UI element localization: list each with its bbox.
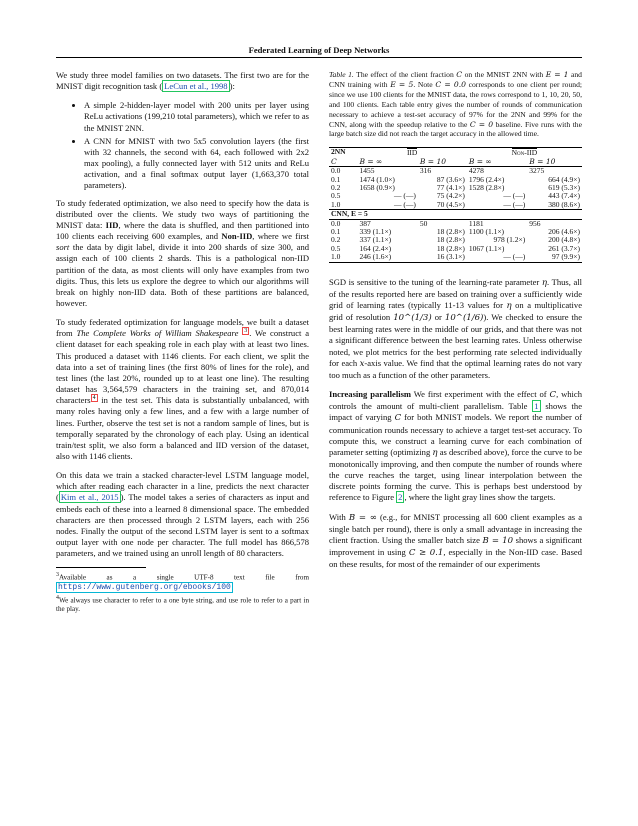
table-row: 0.5 164 (2.4×) 18 (2.8×) 1067 (1.1×) 261 (3.7×) [331, 243, 580, 253]
batch-paragraph: With B = ∞ (e.g., for MNIST processing all 600 client examples as a single batch per round), there is only a small advantage in increasing the client fraction. Using the smaller batch size B = 10 shows a significant improvement in using C ≥ 0.1, especially in the Non-IID case. Based on these results, for most of the remainder of our experiments [329, 511, 582, 570]
table-row: 0.1 339 (1.1×) 18 (2.8×) 1100 (1.1×) 206 (4.6×) [331, 227, 580, 236]
footnote-ref-3[interactable]: 3 [244, 328, 248, 335]
partition-paragraph: To study federated optimization, we also need to specify how the data is distributed over the clients. We study two ways of partitioning the MNIST data: IID, where the data is shuffled, and then partitioned into 100 clients each receiving 600 examples, and Non-IID, where we first sort the data by digit label, divide it into 200 shards of size 300, and assign each of 100 clients 2 shards. This is a pathological non-IID partition of the data, as most clients will only have examples from two digits. Thus, this lets us explore the degree to which our algorithms will break on highly non-IID data. Both of these partitions are balanced, however. [56, 197, 309, 308]
parallelism-paragraph: Increasing parallelism We first experiment with the effect of C, which controls the amount of multi-client parallelism. Table 1 shows the impact of varying C for both MNIST models. We report the number of communication rounds necessary to achieve a target test-set accuracy. To compute this, we construct a learning curve for each combination of parameter setting (optimizing η as described above), force the curve to be monotonically improving, and then compute the number of rounds where the curve reaches the target, using linear interpolation between the discrete points forming the curve. This is perhaps best understood by reference to Figure 2 , where the light gray lines show the targets. [329, 389, 582, 503]
table-col-row: C B = ∞ B = 10 B = ∞ B = 10 [331, 156, 556, 166]
list-item: • A CNN for MNIST with two 5x5 convolution layers (the first with 32 channels, the second with 64, each followed with 2x2 max pooling), a fully connected layer with 512 units and ReLu activation, and a final softmax output layer (1,663,370 total parameters). [84, 136, 309, 192]
citation-kim[interactable]: Kim et al., 2015 [60, 492, 119, 503]
citation-lecun[interactable]: LeCun et al., 1998 [164, 81, 228, 92]
iid-header: IID [357, 148, 466, 158]
table-ref[interactable]: 1 [534, 401, 539, 412]
gutenberg-link[interactable]: https://www.gutenberg.org/ebooks/100 [58, 582, 231, 592]
sort-term: sort [56, 242, 70, 253]
intro-paragraph [56, 70, 309, 92]
text: We study three model families on two datasets. The first two are for the MNIST digit recognition task ( [56, 70, 309, 92]
footnote-4: $^4$We always use character to refer to a one byte string, and use role to refer to a part in the play. [56, 594, 309, 614]
table-row: 0.2 1658 (0.9×) 77 (4.1×) 1528 (2.8×) 619 (5.3×) [331, 182, 580, 192]
model-list [56, 100, 309, 191]
table-caption: Table 1. The effect of the client fraction C on the MNIST 2NN with E = 1 and CNN training with E = 5. Note C = 0.0 corresponds to one client per round; since we use 100 clients for the MNIST data, the rows correspond to 1, 10, 20, 50, and 100 clients. Each table entry gives the number of rounds of communication necessary to achieve a test-set accuracy of 97% for the 2NN and 99% for the CNN, along with the speedup relative to the C = 0 baseline. Five runs with the large batch size did not reach the target accuracy in the allowed time. [329, 70, 582, 139]
noniid-header: Non-IID [467, 148, 582, 158]
text: ): [229, 81, 235, 92]
footnote-3: $^3$Available as a single UTF-8 text file from https://www.gutenberg.org/ebooks/100 [56, 572, 309, 592]
table-row: 0.0 1455 316 4278 3275 [329, 167, 582, 176]
footnotes [56, 571, 309, 614]
footnote-ref-4[interactable]: 4 [92, 395, 96, 402]
noniid-term: Non-IID [221, 231, 253, 242]
footnote-separator [56, 567, 146, 568]
lstm-paragraph: On this data we train a stacked character-level LSTM language model, which after reading each character in a line, predicts the next character ( Kim et al., 2015 ). The model takes a series of characters as input and embeds each of these into a learned 8 dimensional space. The embedded characters are then processed through 2 LSTM layers, each with 256 nodes. Finally the output of the second LSTM layer is sent to a softmax output layer with one node per character. The full model has 866,578 parameters, and we trained using an unroll length of 80 characters. [56, 470, 309, 559]
shakespeare-paragraph: To study federated optimization for language models, we built a dataset from The Complete Works of William Shakespeare $^3$ . We construct a client dataset for each speaking role in each play with at least two lines. This produced a dataset with 1146 clients. For each client, we split the data into a set of training lines (the first 80% of lines for the role), and test lines (the last 20%, rounded up to at least one line). The resulting dataset has 3,564,579 characters in the training set, and 870,014 characters $^4$ in the test set. This data is substantially unbalanced, with many roles having only a few lines, and a few with a large number of lines. Further, observe the test set is not a random sample of lines, but is temporally separated by the chronology of each play. Using an identical train/test split, we also form a balanced and IID version of the dataset, also with 1146 clients. [56, 317, 309, 461]
left-column [56, 70, 309, 616]
results-table [329, 147, 582, 262]
table-row: 0.1 1474 (1.0×) 87 (3.6×) 1796 (2.4×) 664 (4.9×) [331, 174, 580, 184]
iid-term: IID [105, 219, 119, 230]
table-group-2nn: 2NN [329, 148, 357, 158]
section-run-head: Increasing parallelism [329, 389, 412, 400]
table-row: 0.0 387 50 1181 956 [329, 219, 582, 228]
running-header: Federated Learning of Deep Networks [56, 45, 582, 58]
book-title: The Complete Works of William Shakespeare [76, 328, 239, 339]
list-item: • A simple 2-hidden-layer model with 200 units per layer using ReLu activations (199,210 total parameters), which we refer to as the MNIST 2NN. [84, 100, 309, 133]
right-column [329, 70, 582, 578]
table-row: 0.2 337 (1.1×) 18 (2.8×) 978 (1.2×) 200 (4.8×) [331, 235, 580, 245]
figure-ref[interactable]: 2 [398, 492, 403, 503]
table-row: 0.5 — (—) 75 (4.2×) — (—) 443 (7.4×) [331, 191, 580, 201]
table-group-row [329, 210, 582, 219]
sgd-paragraph: SGD is sensitive to the tuning of the learning-rate parameter η. Thus, all of the results reported here are based on training over a sufficiently wide grid of learning rates (typically 11-13 values for η on a multiplicative grid of resolution 10^(1/3) or 10^(1/6)). We checked to ensure the best learning rates were in the middle of our grids, and that there was not a significant difference between the best learning rates. Unless otherwise noted, we plot metrics for the best performing rate selected individually for each x-axis value. We find that the optimal learning rates do not vary too much as a function of the other parameters. [329, 276, 583, 380]
table-row: 1.0 246 (1.6×) 16 (3.1×) — (—) 97 (9.9×) [331, 252, 580, 262]
table-row: 1.0 — (—) 70 (4.5×) — (—) 380 (8.6×) [331, 199, 580, 209]
table-group-cnn: CNN, E = 5 [329, 210, 582, 219]
